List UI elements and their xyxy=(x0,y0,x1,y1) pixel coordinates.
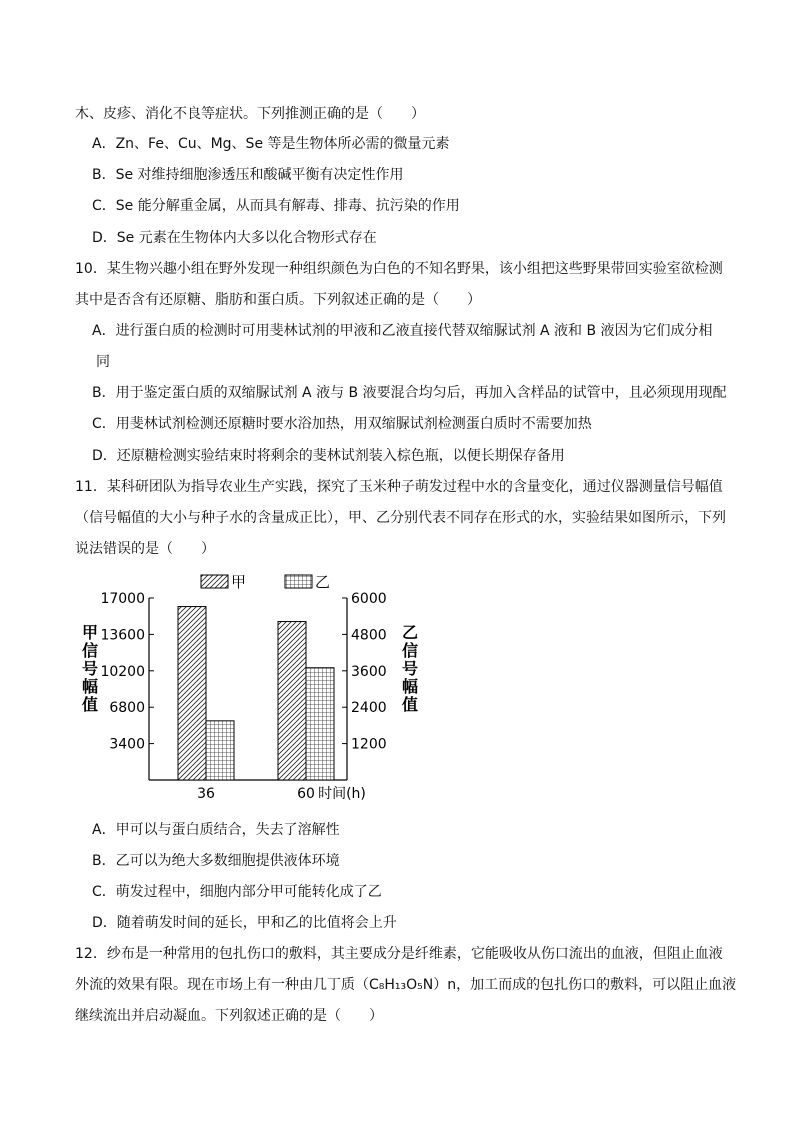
bar-甲-60 xyxy=(278,622,306,780)
q11-stem-line3: 说法错误的是（ ） xyxy=(75,541,215,557)
right-tick-label: 2400 xyxy=(351,700,387,717)
q10-option-b: B．用于鉴定蛋白质的双缩脲试剂 A 液与 B 液要混合均匀后，再加入含样品的试管中，且必须现用现配 xyxy=(92,385,727,401)
right-axis-title-char: 信 xyxy=(401,641,419,660)
q12-stem-line1: 12．纱布是一种常用的包扎伤口的敷料，其主要成分是纤维素，它能吸收从伤口流出的血液，但阻止血液 xyxy=(75,946,723,962)
right-tick-label: 6000 xyxy=(351,591,387,607)
right-tick-label: 1200 xyxy=(351,736,387,753)
right-axis-title-char: 号 xyxy=(401,659,419,678)
right-axis-title-char: 幅 xyxy=(401,677,419,696)
q11-option-c: C．萌发过程中，细胞内部分甲可能转化成了乙 xyxy=(92,884,382,900)
bar-乙-36 xyxy=(206,721,234,780)
q10-stem-line2: 其中是否含有还原糖、脂肪和蛋白质。下列叙述正确的是（ ） xyxy=(75,292,481,308)
q9-option-b: B．Se 对维持细胞渗透压和酸碱平衡有决定性作用 xyxy=(92,167,404,183)
left-axis-title-char: 号 xyxy=(81,659,99,678)
q10-option-d: D．还原糖检测实验结束时将剩余的斐林试剂装入棕色瓶，以便长期保存备用 xyxy=(92,448,565,464)
q11-option-d: D．随着萌发时间的延长，甲和乙的比值将会上升 xyxy=(92,915,397,931)
left-tick-label: 6800 xyxy=(109,700,145,717)
q9-option-a: A．Zn、Fe、Cu、Mg、Se 等是生物体所必需的微量元素 xyxy=(92,136,450,152)
right-tick-label: 4800 xyxy=(351,627,387,644)
legend-swatch-乙 xyxy=(285,575,312,588)
legend-label-乙: 乙 xyxy=(315,573,331,591)
legend-swatch-甲 xyxy=(201,575,228,588)
q11-stem-line1: 11．某科研团队为指导农业生产实践，探究了玉米种子萌发过程中水的含量变化，通过仪器测量信号幅值 xyxy=(75,479,723,495)
bar-甲-36 xyxy=(178,607,206,780)
x-tick-label: 36 xyxy=(197,786,215,800)
right-tick-label: 3600 xyxy=(351,663,387,680)
q12-stem-line2: 外流的效果有限。现在市场上有一种由几丁质（C₈H₁₃O₅N）n，加工而成的包扎伤口的敷料，可以阻止血液 xyxy=(75,977,737,993)
q11-option-b: B．乙可以为绝大多数细胞提供液体环境 xyxy=(92,853,340,869)
q10-stem-line1: 10．某生物兴趣小组在野外发现一种组织颜色为白色的不知名野果，该小组把这些野果带回实验室欲检测 xyxy=(75,261,723,277)
left-tick-label: 3400 xyxy=(109,736,145,753)
q10-option-a: A．进行蛋白质的检测时可用斐林试剂的甲液和乙液直接代替双缩脲试剂 A 液和 B 液因为它们成分相 xyxy=(92,323,713,339)
right-axis-title-char: 值 xyxy=(401,695,419,714)
x-axis-label: 时间(h) xyxy=(318,786,366,800)
left-axis-title-char: 幅 xyxy=(81,677,99,696)
bar-乙-60 xyxy=(306,668,334,780)
q12-stem-line3: 继续流出并启动凝血。下列叙述正确的是（ ） xyxy=(75,1008,383,1024)
q9-option-d: D．Se 元素在生物体内大多以化合物形式存在 xyxy=(92,230,377,246)
q10-option-a-cont: 同 xyxy=(96,354,110,370)
water-signal-chart xyxy=(70,568,430,800)
x-tick-label: 60 xyxy=(297,786,315,800)
left-tick-label: 10200 xyxy=(100,663,145,680)
q9-stem-continued: 木、皮疹、消化不良等症状。下列推测正确的是（ ） xyxy=(75,106,425,122)
legend-label-甲: 甲 xyxy=(231,573,247,591)
left-axis-title-char: 信 xyxy=(81,641,99,660)
left-axis-title-char: 值 xyxy=(81,695,99,714)
right-axis-title-char: 乙 xyxy=(401,623,419,642)
left-tick-label: 13600 xyxy=(100,627,145,644)
left-tick-label: 17000 xyxy=(100,591,145,607)
q11-option-a: A．甲可以与蛋白质结合，失去了溶解性 xyxy=(92,822,340,838)
q11-stem-line2: （信号幅值的大小与种子水的含量成正比），甲、乙分别代表不同存在形式的水，实验结果如图所示，下列 xyxy=(75,510,726,526)
q10-option-c: C．用斐林试剂检测还原糖时要水浴加热，用双缩脲试剂检测蛋白质时不需要加热 xyxy=(92,416,592,432)
q9-option-c: C．Se 能分解重金属，从而具有解毒、排毒、抗污染的作用 xyxy=(92,198,460,214)
left-axis-title-char: 甲 xyxy=(81,623,99,642)
